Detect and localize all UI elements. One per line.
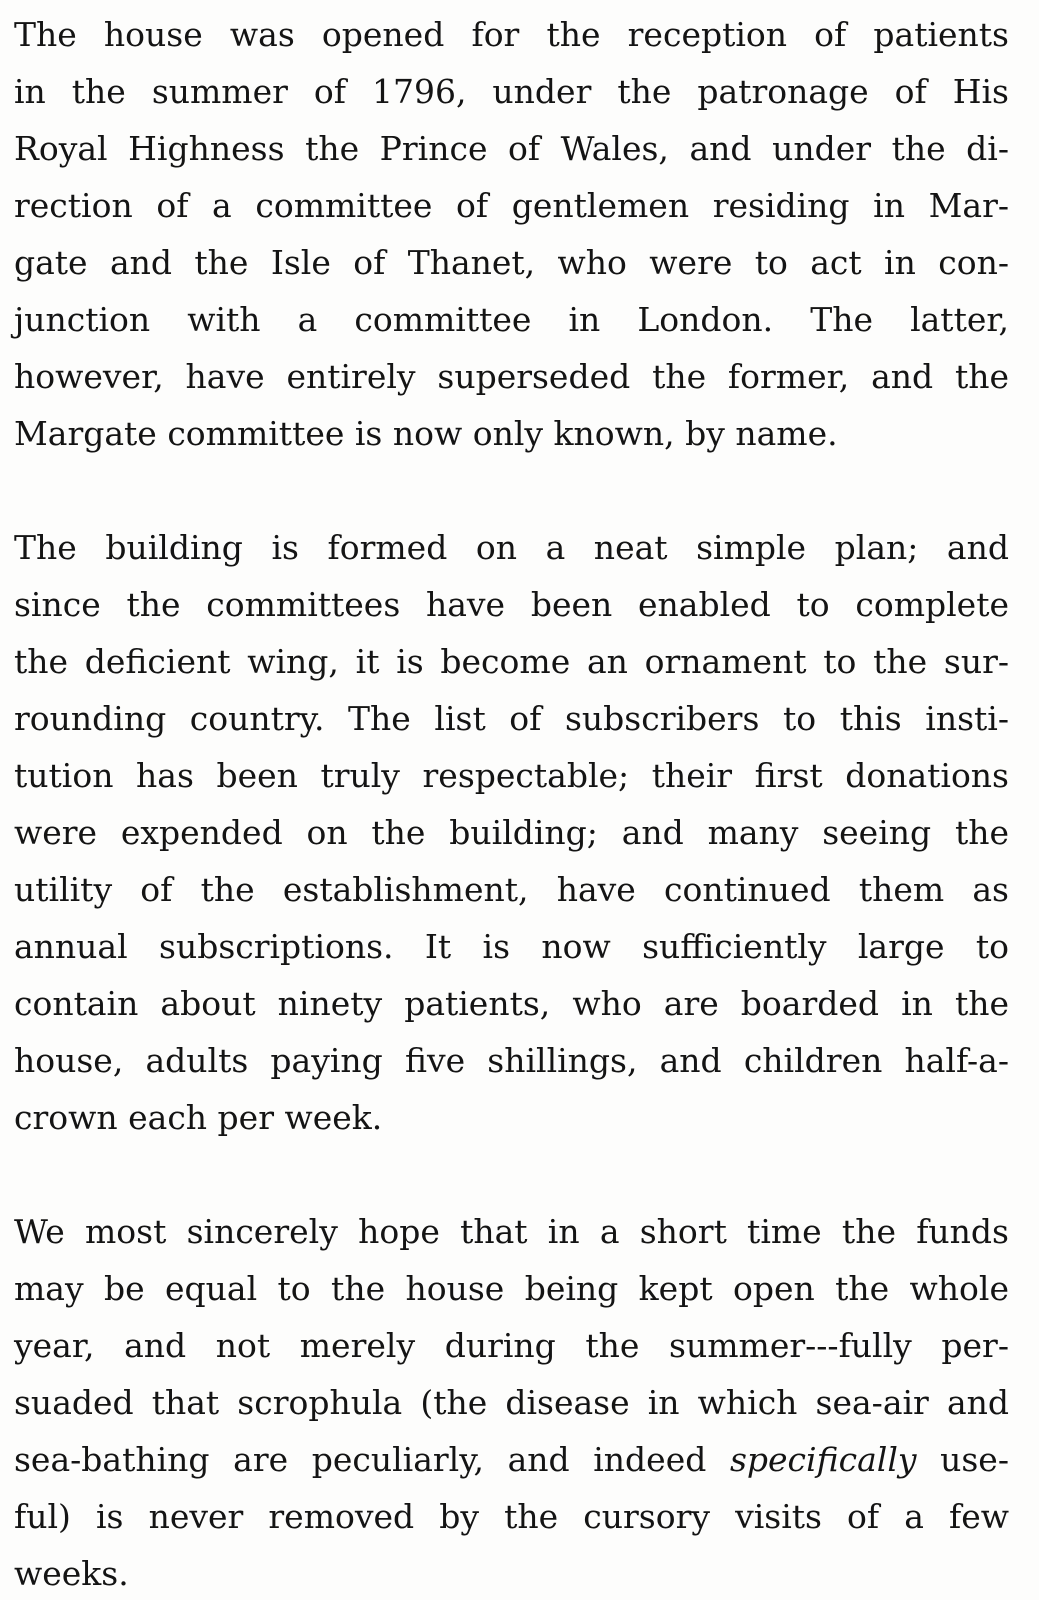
text-line: rection of a committee of gentlemen residing in Mar- — [14, 186, 1009, 225]
text-segment: use- — [916, 1440, 1009, 1479]
text-line: year, and not merely during the summer---fully per- — [14, 1326, 1009, 1365]
text-line: The building is formed on a neat simple plan; and — [14, 528, 1009, 567]
text-line: contain about ninety patients, who are boarded in the — [14, 984, 1009, 1023]
text-line: suaded that scrophula (the disease in which sea-air and — [14, 1383, 1009, 1422]
text-line: junction with a committee in London. The latter, — [14, 300, 1009, 339]
text-line: however, have entirely superseded the former, and the — [14, 357, 1009, 396]
text-line: ful) is never removed by the cursory visits of a few — [14, 1497, 1009, 1536]
text-line: the deficient wing, it is become an ornament to the sur- — [14, 642, 1009, 681]
paragraph-3 — [14, 1203, 1009, 1602]
text-line: in the summer of 1796, under the patronage of His — [14, 72, 1009, 111]
text-line: were expended on the building; and many seeing the — [14, 813, 1009, 852]
text-line: crown each per week. — [14, 1098, 383, 1137]
text-line: weeks. — [14, 1554, 129, 1593]
italic-word: specifically — [729, 1440, 917, 1479]
text-line: We most sincerely hope that in a short time the funds — [14, 1212, 1009, 1251]
text-line: tution has been truly respectable; their first donations — [14, 756, 1009, 795]
text-line: Margate committee is now only known, by name. — [14, 414, 838, 453]
text-line: since the committees have been enabled to complete — [14, 585, 1009, 624]
text-line: Royal Highness the Prince of Wales, and under the di- — [14, 129, 1009, 168]
text-line: gate and the Isle of Thanet, who were to act in con- — [14, 243, 1009, 282]
text-line: annual subscriptions. It is now sufficiently large to — [14, 927, 1009, 966]
text-line: utility of the establishment, have continued them as — [14, 870, 1009, 909]
text-segment: sea-bathing are peculiarly, and indeed — [14, 1440, 707, 1479]
text-line-with-italic — [14, 1431, 1009, 1488]
page-text — [14, 0, 1009, 1602]
text-line: rounding country. The list of subscribers to this insti- — [14, 699, 1009, 738]
text-line: The house was opened for the reception of patients — [14, 15, 1009, 54]
paragraph-1 — [14, 6, 1009, 462]
paragraph-gap — [14, 462, 1009, 519]
text-line: may be equal to the house being kept open the whole — [14, 1269, 1009, 1308]
text-line: house, adults paying five shillings, and children half-a- — [14, 1041, 1009, 1080]
paragraph-gap — [14, 1146, 1009, 1203]
paragraph-2 — [14, 519, 1009, 1146]
